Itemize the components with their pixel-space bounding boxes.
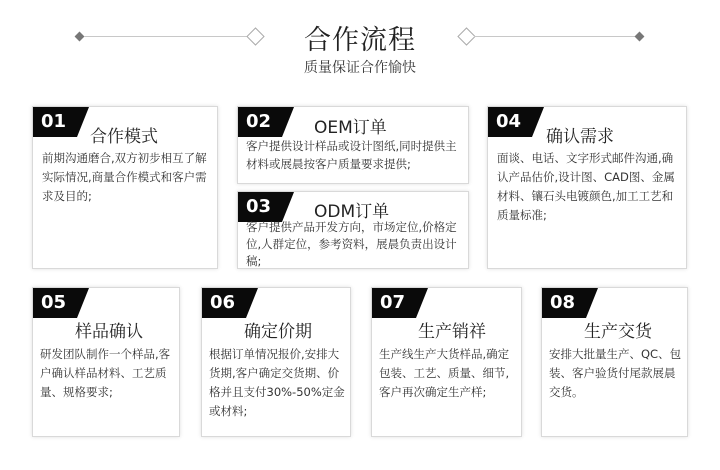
header: [0, 0, 720, 90]
badge-tip: [282, 192, 294, 222]
step-number-badge: 02: [238, 107, 282, 137]
step-number-badge: 07: [372, 288, 416, 318]
step-number-badge: 08: [542, 288, 586, 318]
step-number-badge: 05: [33, 288, 77, 318]
step-description: 研发团队制作一个样品,客户确认样品材料、工艺质量、规格要求;: [40, 347, 171, 399]
ornament-diamond-icon: [457, 27, 475, 45]
step-title: 确认需求: [546, 127, 614, 147]
step-number-badge: 01: [33, 107, 77, 137]
step-title: ODM订单: [314, 202, 390, 222]
step-card-05: [32, 287, 180, 437]
page-subtitle: 质量保证合作愉快: [304, 60, 416, 76]
ornament-dot-icon: [635, 32, 645, 42]
step-card-07: [371, 287, 522, 437]
step-description: 生产线生产大货样品,确定包装、工艺、质量、细节,客户再次确定生产样;: [379, 347, 510, 399]
step-title: 生产交货: [584, 322, 652, 342]
step-card-04: [487, 106, 687, 269]
step-title: 确定价期: [244, 322, 312, 342]
step-card-06: [201, 287, 351, 437]
step-title: 样品确认: [75, 322, 143, 342]
step-number-badge: 04: [488, 107, 532, 137]
ornament-line: [474, 36, 640, 37]
badge-tip: [416, 288, 428, 318]
step-card-02: [237, 106, 469, 184]
badge-tip: [77, 288, 89, 318]
step-description: 安排大批量生产、QC、包装、客户验货付尾款展晨交货。: [549, 347, 682, 399]
step-title: 生产销祥: [418, 322, 486, 342]
badge-tip: [282, 107, 294, 137]
step-title: 合作模式: [90, 127, 158, 147]
step-card-01: [32, 106, 218, 269]
step-description: 面谈、电话、文字形式邮件沟通,确认产品估价,设计图、CAD图、金属材料、镶石头电镀颜色,加工工艺和质量标准;: [497, 151, 675, 222]
badge-tip: [77, 107, 89, 137]
step-description: 客户提供产品开发方向，市场定位,价格定位,人群定位，参考资料，展晨负责出设计稿;: [246, 220, 457, 268]
step-card-03: [237, 191, 469, 269]
step-number-badge: 06: [202, 288, 246, 318]
step-title: OEM订单: [314, 118, 387, 138]
badge-tip: [246, 288, 258, 318]
badge-tip: [532, 107, 544, 137]
step-description: 根据订单情况报价,安排大货期,客户确定交货期、价格并且支付30%-50%定金或材料;: [209, 347, 345, 418]
step-description: 前期沟通磨合,双方初步相互了解实际情况,商量合作模式和客户需求及目的;: [42, 151, 207, 203]
right-ornament: [458, 27, 648, 47]
step-number-badge: 03: [238, 192, 282, 222]
page-title: 合作流程: [304, 25, 416, 56]
badge-tip: [586, 288, 598, 318]
step-card-08: [541, 287, 688, 437]
step-description: 客户提供设计样品或设计图纸,同时提供主材料或展晨按客户质量要求提供;: [246, 139, 457, 171]
